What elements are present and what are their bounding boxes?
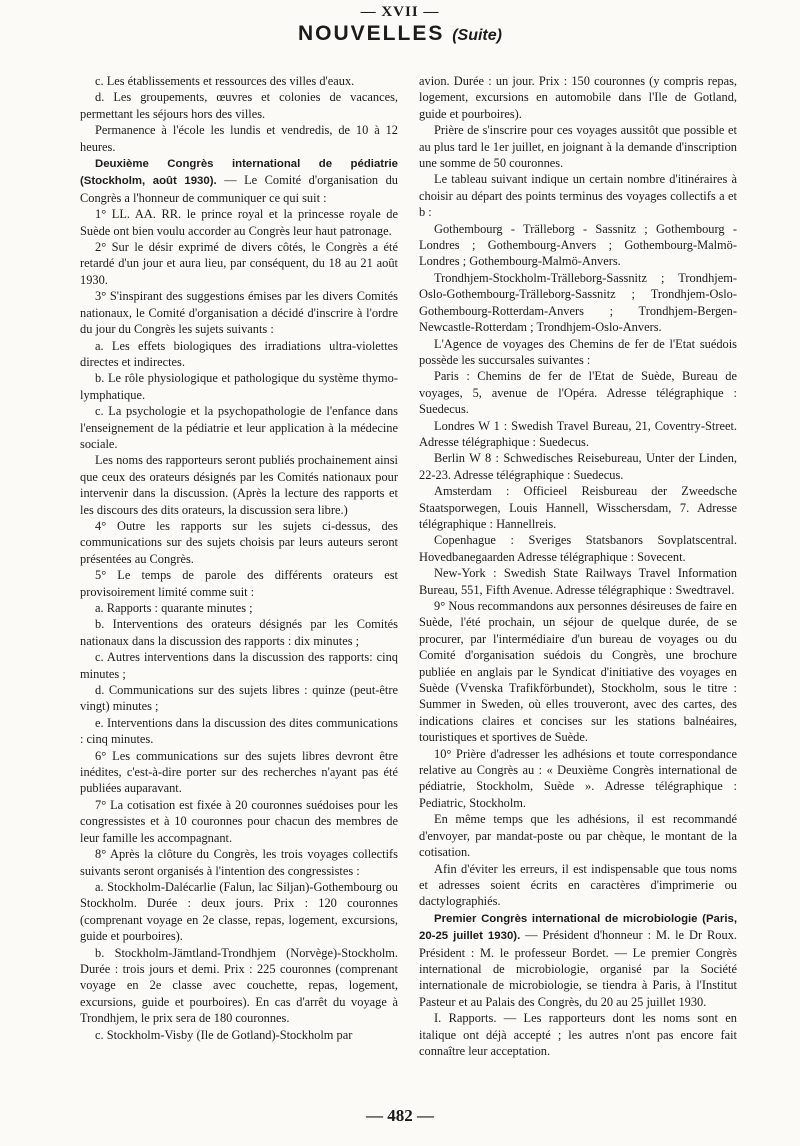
paragraph: 6° Les communications sur des sujets libres devront être inédites, c'est-à-dire porter sur des recherches n'ayant pas été publiées auparavant.	[80, 748, 398, 796]
paragraph: I. Rapports. — Les rapporteurs dont les noms sont en italique ont déjà accepté ; les autres n'ont pas encore fait connaître leur acceptation.	[419, 1011, 737, 1058]
paragraph: c. Stockholm-Visby (Ile de Gotland)-Stockholm par	[95, 1027, 353, 1042]
paragraph: Afin d'éviter les erreurs, il est indispensable que tous noms et adresses soient écrits en caractères d'imprimerie ou dactylographiés.	[419, 861, 737, 909]
paragraph: e. Interventions dans la discussion des dites communications : cinq minutes.	[80, 715, 398, 747]
paragraph: Copenhague : Sveriges Statsbanors Sovplatscentral. Hovedbanegaarden Adresse télégraphique : Sovecent.	[419, 533, 737, 564]
paragraph: Permanence à l'école les lundis et vendredis, de 10 à 12 heures.	[80, 123, 398, 154]
paragraph: c. La psychologie et la psychopathologie de l'enfance dans l'enseignement de la pédiatrie et leur application à la médecine sociale.	[80, 404, 398, 451]
paragraph: New-York : Swedish State Railways Travel Information Bureau, 551, Fifth Avenue. Adresse télégraphique : Swedtravel.	[419, 566, 737, 597]
paragraph: 10° Prière d'adresser les adhésions et toute correspondance relative au Congrès au : « Deuxième Congrès international de pédiatrie, Stockholm, Suède ». Adresse télégraphique : Pediatric, Stockholm.	[419, 746, 737, 810]
paragraph: Londres W 1 : Swedish Travel Bureau, 21, Coventry-Street. Adresse télégraphique : Suedecus.	[419, 418, 737, 449]
paragraph: d. Les groupements, œuvres et colonies de vacances, permettant les séjours hors des villes.	[80, 90, 398, 121]
page-title	[0, 22, 800, 46]
paragraph: 5° Le temps de parole des différents orateurs est provisoirement limité comme suit :	[80, 568, 398, 599]
section-heading: Deuxième Congrès international de pédiatrie (Stockholm, août 1930).	[80, 158, 398, 188]
paragraph	[419, 910, 737, 1010]
right-column	[419, 73, 737, 1059]
paragraph: a. Rapports : quarante minutes ;	[95, 601, 253, 615]
title-suffix: (Suite)	[452, 27, 502, 44]
paragraph: 9° Nous recommandons aux personnes désireuses de faire en Suède, l'été prochain, un séjour de quelque durée, de se procurer, par l'intermédiaire d'un bureau de voyages ou du Comité d'organisation suédois du Congrès, une brochure publiée en anglais par le Syndicat d'initiative des voyages en Suède (Vvenska Trafikförbundet), Stockholm, sous le titre : Summer in Sweden, où elles trouveront, avec des cartes, des indications claires et concises sur les stations balnéaires, touristiques et sportives de Suède.	[419, 599, 737, 745]
section-heading: Premier Congrès international de microbiologie (Paris, 20-25 juillet 1930).	[419, 912, 737, 943]
paragraph: c. Les établissements et ressources des villes d'eaux.	[95, 74, 355, 88]
paragraph: avion. Durée : un jour. Prix : 150 couronnes (y compris repas, logement, excursions en automobile dans l'Ile de Gotland, guide et pourboires).	[419, 74, 737, 121]
paragraph: Les noms des rapporteurs seront publiés prochainement ainsi que ceux des orateurs désignés par les Comités nationaux pour intervenir dans la discussion. (Après la lecture des rapports et les discours des dits orateurs, la discussion sera libre.)	[80, 453, 398, 517]
paragraph: 2° Sur le désir exprimé de divers côtés, le Congrès a été retardé d'un jour et aura lieu, par conséquent, du 18 au 21 août 1930.	[80, 240, 398, 287]
paragraph: Amsterdam : Officieel Reisbureau der Zweedsche Staatsporwegen, Louis Hannell, Wisschersdam, 7. Adresse télégraphique : Hannellreis.	[419, 484, 737, 531]
page-number: — 482 —	[366, 1106, 434, 1125]
paragraph: Paris : Chemins de fer de l'Etat de Suède, Bureau de voyages, 5, avenue de l'Opéra. Adresse télégraphique : Suedecus.	[419, 369, 737, 417]
paragraph	[80, 155, 398, 206]
running-head: — XVII —	[360, 4, 440, 20]
paragraph: d. Communications sur des sujets libres : quinze (peut-être vingt) minutes ;	[80, 683, 398, 714]
paragraph: 1° LL. AA. RR. le prince royal et la princesse royale de Suède ont bien voulu accorder au Congrès leur haut patronage.	[80, 207, 398, 238]
paragraph: Le tableau suivant indique un certain nombre d'itinéraires à choisir au départ des points terminus des voyages collectifs a et b :	[419, 172, 737, 220]
paragraph: L'Agence de voyages des Chemins de fer de l'Etat suédois possède les succursales suivantes :	[419, 336, 737, 367]
paragraph: En même temps que les adhésions, il est recommandé d'envoyer, par mandat-poste ou par chèque, le montant de la cotisation.	[419, 812, 737, 860]
paragraph: b. Stockholm-Jämtland-Trondhjem (Norvège)-Stockholm. Durée : trois jours et demi. Prix : 225 couronnes (comprenant voyage en 2e classe avec couchette, repas, logement, excursions, guide et pourboires). En cas d'arrêt du voyage à Trondhjem, le prix sera de 180 couronnes.	[80, 945, 398, 1026]
paragraph: Trondhjem-Stockholm-Trälleborg-Sassnitz ; Trondhjem-Oslo-Gothembourg-Trälleborg-Sassnitz ; Trondhjem-Oslo-Gothembourg-Rotterdam-Anvers ; Trondhjem-Bergen-Newcastle-Rotterdam ; Trondhjem-Oslo-Anvers.	[419, 270, 737, 335]
paragraph: Berlin W 8 : Schwedisches Reisebureau, Unter der Linden, 22-23. Adresse télégraphique : Suedecus.	[419, 451, 737, 482]
paragraph: Prière de s'inscrire pour ces voyages aussitôt que possible et au plus tard le 1er juillet, en joignant à la demande d'inscription une somme de 50 couronnes.	[419, 123, 737, 171]
paragraph: 4° Outre les rapports sur les sujets ci-dessus, des communications sur des sujets choisis par leurs auteurs seront présentées au Congrès.	[80, 518, 398, 566]
title-main: NOUVELLES	[298, 22, 445, 45]
left-column	[80, 73, 398, 1043]
paragraph: Gothembourg - Trälleborg - Sassnitz ; Gothembourg - Londres ; Gothembourg-Anvers ; Gothembourg-Malmö-Londres ; Gothembourg-Malmö-Anvers.	[419, 221, 737, 269]
paragraph: c. Autres interventions dans la discussion des rapports: cinq minutes ;	[80, 650, 398, 681]
paragraph: a. Les effets biologiques des irradiations ultra-violettes directes et indirectes.	[80, 338, 398, 369]
paragraph: 3° S'inspirant des suggestions émises par les divers Comités nationaux, le Comité d'organisation a décidé d'inscrire à l'ordre du jour du Congrès les sujets suivants :	[80, 289, 398, 337]
paragraph: b. Interventions des orateurs désignés par les Comités nationaux dans la discussion des rapports : dix minutes ;	[80, 617, 398, 648]
paragraph: 7° La cotisation est fixée à 20 couronnes suédoises pour les congressistes et à 10 couronnes pour chacun des membres de leur famille les accompagnant.	[80, 797, 398, 845]
paragraph: b. Le rôle physiologique et pathologique du système thymo-lymphatique.	[80, 371, 398, 402]
paragraph-text: — Le Comité d'organisation du Congrès a l'honneur de communiquer ce qui suit :	[80, 173, 399, 205]
paragraph-text: — Président d'honneur : M. le Dr Roux. Président : M. le professeur Bordet. — Le premier Congrès international de microbiologie, organisé par la Société internationale de microbiologie, se tiendra à Paris, à l'Institut Pasteur et au Palais des Congrès, du 20 au 25 juillet 1930.	[419, 928, 737, 1009]
paragraph: a. Stockholm-Dalécarlie (Falun, lac Siljan)-Gothembourg ou Stockholm. Durée : deux jours. Prix : 120 couronnes (comprenant voyage en 2e classe, repas, logement, excursions, guide et pourboires).	[80, 879, 398, 944]
paragraph: 8° Après la clôture du Congrès, les trois voyages collectifs suivants seront organisés à l'intention des congressistes :	[80, 847, 398, 878]
